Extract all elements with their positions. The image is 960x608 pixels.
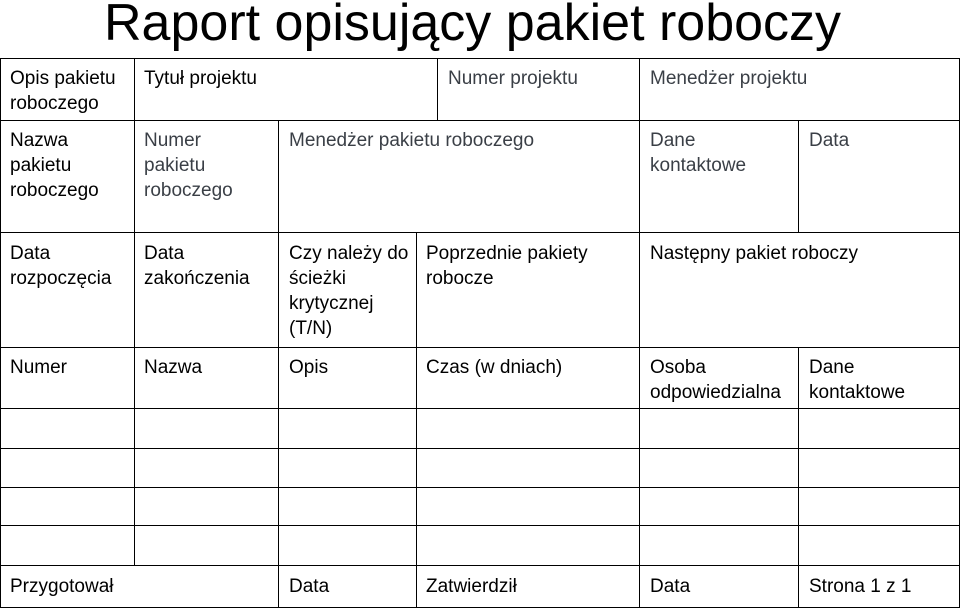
col-divider	[416, 232, 417, 347]
label-tytul-projektu: Tytuł projektu	[144, 68, 257, 89]
row-divider	[0, 408, 960, 409]
row-divider	[0, 232, 960, 233]
row-divider	[0, 487, 960, 488]
col-divider	[437, 58, 438, 120]
row-divider	[0, 347, 960, 348]
label-menedzer-projektu: Menedżer projektu	[650, 68, 808, 89]
row-divider	[0, 120, 960, 121]
col-divider	[278, 120, 279, 232]
label-dane-kontaktowe: Dane kontaktowe	[650, 130, 747, 176]
label-data-zatwierdzenia: Data	[650, 576, 691, 597]
col-header-numer: Numer	[10, 357, 68, 378]
label-przygotowal: Przygotował	[10, 576, 114, 597]
col-divider	[798, 120, 799, 232]
col-divider	[639, 120, 640, 232]
row-divider	[0, 565, 960, 566]
row-divider	[0, 448, 960, 449]
col-header-nazwa: Nazwa	[144, 357, 203, 378]
col-divider	[134, 58, 135, 565]
col-header-osoba: Osoba odpowiedzialna	[650, 357, 781, 403]
label-strona: Strona 1 z 1	[809, 576, 912, 597]
col-divider	[798, 565, 799, 608]
label-opis-pakietu: Opis pakietu roboczego	[10, 68, 116, 114]
col-divider	[278, 232, 279, 347]
col-divider	[278, 565, 279, 608]
label-nazwa-pakietu: Nazwa pakietu roboczego	[10, 130, 99, 201]
col-divider	[639, 232, 640, 347]
label-data-zakonczenia: Data zakończenia	[144, 243, 250, 289]
label-numer-projektu: Numer projektu	[448, 68, 578, 89]
col-header-czas: Czas (w dniach)	[426, 357, 563, 378]
label-menedzer-pakietu: Menedżer pakietu roboczego	[289, 130, 535, 151]
label-numer-pakietu: Numer pakietu roboczego	[144, 130, 233, 201]
label-nastepny-pakiet: Następny pakiet roboczy	[650, 243, 859, 264]
label-data-rozpoczecia: Data rozpoczęcia	[10, 243, 112, 289]
col-divider	[798, 347, 799, 565]
col-divider	[639, 58, 640, 120]
col-divider	[639, 565, 640, 608]
col-divider	[278, 347, 279, 565]
col-divider	[416, 565, 417, 608]
col-divider	[639, 347, 640, 565]
col-header-opis: Opis	[289, 357, 329, 378]
label-zatwierdzil: Zatwierdził	[426, 576, 517, 597]
label-data: Data	[809, 130, 850, 151]
col-header-dane-kontaktowe: Dane kontaktowe	[809, 357, 906, 403]
label-poprzednie-pakiety: Poprzednie pakiety robocze	[426, 243, 588, 289]
label-data-przygotowania: Data	[289, 576, 330, 597]
row-divider	[0, 525, 960, 526]
col-divider	[416, 347, 417, 565]
page-title: Raport opisujący pakiet roboczy	[104, 0, 842, 52]
label-sciezka-krytyczna: Czy należy do ścieżki krytycznej (T/N)	[289, 243, 409, 339]
